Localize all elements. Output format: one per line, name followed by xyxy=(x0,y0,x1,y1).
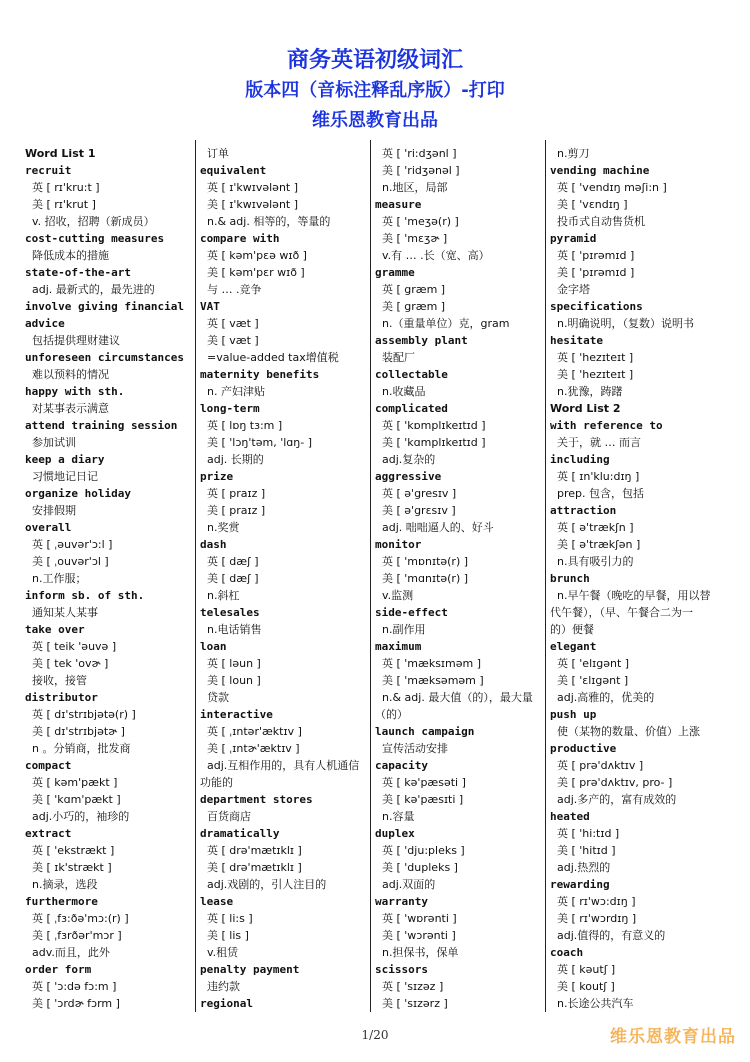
vocab-detail-line: adj.热烈的 xyxy=(557,861,611,874)
vocab-detail-line: n.担保书，保单 xyxy=(382,946,459,959)
vocab-detail-line: 英 [ græm ] xyxy=(382,283,446,296)
vocab-detail-line: 美 [ ˌfɜrðər'mɔr ] xyxy=(32,929,122,942)
word-list-heading: Word List 1 xyxy=(25,147,96,160)
vocab-detail-line: 关于，就 … 而言 xyxy=(557,436,641,449)
vocab-headword: warranty xyxy=(375,895,428,908)
vocab-detail-line: 英 [ kəm'pækt ] xyxy=(32,776,118,789)
vocab-detail-line: n.长途公共汽车 xyxy=(557,997,634,1010)
vocab-detail-line: v.监测 xyxy=(382,589,414,602)
vocab-detail-line: n 。分销商，批发商 xyxy=(32,742,131,755)
vocab-detail-line: 美 [ kə'pæsɪti ] xyxy=(382,793,464,806)
vocab-detail-line: 美 [ praɪz ] xyxy=(207,504,266,517)
vocab-headword: dash xyxy=(200,538,227,551)
vocab-headword: elegant xyxy=(550,640,597,653)
vocab-detail-line: 英 [ ˌɪntər'æktɪv ] xyxy=(207,725,302,738)
page-title: 商务英语初级词汇 xyxy=(286,48,463,73)
vocab-detail-line: 参加试训 xyxy=(32,436,76,449)
vocab-detail-line: 降低成本的措施 xyxy=(32,249,109,262)
page-number: 1/20 xyxy=(361,1028,389,1042)
vocab-detail-line: 安排假期 xyxy=(32,504,76,517)
vocab-detail-line: n.（重量单位）克，gram xyxy=(382,317,510,330)
vocab-detail-line: 英 [ kəm'pɛə wɪð ] xyxy=(207,249,307,262)
vocab-headword: gramme xyxy=(375,266,415,279)
vocab-detail-line: 美 [ koutʃ ] xyxy=(557,980,615,993)
vocab-detail-line: 英 [ dæʃ ] xyxy=(207,555,259,568)
vocab-detail-line: 英 [ dɪ'strɪbjətə(r) ] xyxy=(32,708,136,721)
vocab-detail-line: 美 [ 'ɛlɪgənt ] xyxy=(557,674,629,687)
vocab-detail-line: v.租赁 xyxy=(207,946,239,959)
watermark-text: 维乐恩教育出品 xyxy=(610,1027,736,1047)
vocab-detail-line: 违约款 xyxy=(207,980,240,993)
vocab-headword: compare with xyxy=(200,232,280,245)
vocab-headword: distributor xyxy=(25,691,98,704)
vocab-detail-line: 美 [ ə'grɛsɪv ] xyxy=(382,504,456,517)
vocab-detail-line: 美 [ ˌɪntɚ'æktɪv ] xyxy=(207,742,300,755)
vocab-headword: recruit xyxy=(25,164,72,177)
page-subtitle: 版本四（音标注释乱序版）-打印 xyxy=(245,80,505,101)
vocab-detail-line: 美 [ rɪ'wɔrdɪŋ ] xyxy=(557,912,637,925)
vocab-headword: aggressive xyxy=(375,470,442,483)
vocab-detail-line: 使（某物的数量、价值）上涨 xyxy=(557,725,700,738)
vocab-detail-line: 英 [ rɪ'kru:t ] xyxy=(32,181,100,194)
vocab-detail-line: 英 [ 'meʒə(r) ] xyxy=(382,215,459,228)
vocab-column-3 xyxy=(375,145,543,1012)
vocab-detail-line: 英 [ 'sɪzəz ] xyxy=(382,980,444,993)
vocab-headword: launch campaign xyxy=(375,725,475,738)
vocab-detail-line: 英 [ 'hi:tɪd ] xyxy=(557,827,620,840)
vocab-detail-line: 美 [ 'mɛʒɚ ] xyxy=(382,232,448,245)
vocab-detail-line: 英 [ 'mæksɪməm ] xyxy=(382,657,481,670)
vocab-headword: telesales xyxy=(200,606,260,619)
vocab-headword: extract xyxy=(25,827,72,840)
vocab-headword: maternity benefits xyxy=(200,368,320,381)
vocab-headword: duplex xyxy=(375,827,415,840)
vocab-detail-line: adj. 最新式的，最先进的 xyxy=(32,283,155,296)
vocab-detail-line: 美 [ rɪ'krut ] xyxy=(32,198,96,211)
vocab-detail-line: 习惯地记日记 xyxy=(32,470,98,483)
vocab-detail-line: n.地区，局部 xyxy=(382,181,448,194)
vocab-detail-line: adj. 长期的 xyxy=(207,453,264,466)
vocab-detail-line: prep. 包含，包括 xyxy=(557,487,645,500)
vocab-detail-line: 美 [ kəm'pɛr wɪð ] xyxy=(207,266,305,279)
vocab-headword: assembly plant xyxy=(375,334,468,347)
vocab-detail-line: n.& adj. 相等的，等量的 xyxy=(207,215,331,228)
vocab-headword: cost-cutting measures xyxy=(25,232,165,245)
vocab-detail-line: 英 [ ˌfɜ:ðə'mɔ:(r) ] xyxy=(32,912,129,925)
vocab-detail-line: 接收，接管 xyxy=(32,674,87,687)
vocab-headword: lease xyxy=(200,895,234,908)
vocab-detail-line: n.副作用 xyxy=(382,623,426,636)
vocab-detail-line: 难以预料的情况 xyxy=(32,368,109,381)
vocab-detail-line: 美 [ 'pɪrəmɪd ] xyxy=(557,266,635,279)
vocab-headword: pyramid xyxy=(550,232,597,245)
vocab-detail-line: n.收藏品 xyxy=(382,385,426,398)
vocab-detail-line: 美 [ væt ] xyxy=(207,334,259,347)
vocab-headword: happy with sth. xyxy=(25,385,125,398)
vocab-detail-line: 美 [ loun ] xyxy=(207,674,261,687)
vocab-detail-line: 英 [ li:s ] xyxy=(207,912,253,925)
vocab-headword: push up xyxy=(550,708,597,721)
vocab-headword: prize xyxy=(200,470,234,483)
vocab-headword: furthermore xyxy=(25,895,98,908)
vocab-column-1 xyxy=(25,145,193,1012)
vocab-detail-line: 美 [ græm ] xyxy=(382,300,446,313)
vocab-detail-line: 对某事表示满意 xyxy=(32,402,109,415)
vocab-detail-line: 英 [ ɪn'klu:dɪŋ ] xyxy=(557,470,640,483)
vocab-headword: capacity xyxy=(375,759,428,772)
vocab-detail-line: 美 [ 'hezɪteɪt ] xyxy=(557,368,634,381)
vocab-detail-line: 美 [ lis ] xyxy=(207,929,249,942)
vocab-detail-line: adj.复杂的 xyxy=(382,453,436,466)
vocab-headword: hesitate xyxy=(550,334,603,347)
vocab-detail-line: 贷款 xyxy=(207,691,229,704)
vocab-headword: scissors xyxy=(375,963,428,976)
vocab-headword: keep a diary xyxy=(25,453,105,466)
vocab-headword: inform sb. of sth. xyxy=(25,589,145,602)
vocab-detail-line: 金字塔 xyxy=(557,283,590,296)
vocab-headword: side-effect xyxy=(375,606,448,619)
vocab-detail-line: 美 [ 'sɪzərz ] xyxy=(382,997,448,1010)
vocab-headword: overall xyxy=(25,521,72,534)
vocab-detail-line: n.摘录，选段 xyxy=(32,878,98,891)
vocab-detail-line: 美 [ 'ɔrdɚ fɔrm ] xyxy=(32,997,120,1010)
vocab-detail-line: 通知某人某事 xyxy=(32,606,98,619)
vocab-headword: state-of-the-art xyxy=(25,266,131,279)
vocab-detail-line: 美 [ 'vɛndɪŋ ] xyxy=(557,198,628,211)
vocab-detail-line: 百货商店 xyxy=(207,810,251,823)
vocab-detail-line: 英 [ ə'trækʃn ] xyxy=(557,521,634,534)
vocab-detail-line: 装配厂 xyxy=(382,351,415,364)
vocab-detail-line: n.明确说明，（复数）说明书 xyxy=(557,317,694,330)
vocab-headword: heated xyxy=(550,810,590,823)
vocab-detail-line: 与 … .竞争 xyxy=(207,283,262,296)
vocab-headword: advice xyxy=(25,317,65,330)
vocab-headword: brunch xyxy=(550,572,590,585)
vocab-detail-line: adj.戏剧的，引人注目的 xyxy=(207,878,327,891)
vocab-detail-continuation: （的） xyxy=(375,708,408,721)
vocab-detail-line: 英 [ 'elɪgənt ] xyxy=(557,657,630,670)
vocab-detail-line: n. 产妇津贴 xyxy=(207,385,265,398)
vocab-detail-line: n.斜杠 xyxy=(207,589,240,602)
vocab-headword: equivalent xyxy=(200,164,267,177)
vocab-headword: attraction xyxy=(550,504,617,517)
vocab-detail-line: adj.高雅的，优美的 xyxy=(557,691,655,704)
vocab-detail-line: 英 [ 'kɒmplɪkeɪtɪd ] xyxy=(382,419,486,432)
vocab-detail-line: n.早午餐（晚吃的早餐，用以替 xyxy=(557,589,711,602)
vocab-detail-line: adj. 咄咄逼人的、好斗 xyxy=(382,521,494,534)
vocab-detail-line: 订单 xyxy=(207,147,229,160)
vocab-detail-line: adj.双面的 xyxy=(382,878,436,891)
vocab-detail-line: 英 [ ˌəuvər'ɔ:l ] xyxy=(32,538,113,551)
vocab-detail-line: 英 [ 'vendɪŋ məʃi:n ] xyxy=(557,181,667,194)
vocab-detail-continuation: 功能的 xyxy=(200,776,233,789)
vocab-headword: vending machine xyxy=(550,164,650,177)
vocab-detail-line: v. 招收，招聘（新成员） xyxy=(32,215,155,228)
vocab-headword: department stores xyxy=(200,793,313,806)
vocab-headword: interactive xyxy=(200,708,273,721)
vocab-detail-line: 美 [ 'mɑnɪtə(r) ] xyxy=(382,572,469,585)
vocab-detail-line: adj.互相作用的，具有人机通信 xyxy=(207,759,360,772)
vocab-column-2 xyxy=(200,145,368,1012)
publisher-line: 维乐恩教育出品 xyxy=(312,110,438,131)
vocab-detail-line: 英 [ ɪ'kwɪvələnt ] xyxy=(207,181,299,194)
word-list-heading: Word List 2 xyxy=(550,402,621,415)
vocab-detail-line: v.有 … .长（宽、高） xyxy=(382,249,490,262)
vocab-detail-line: n.犹豫，踌躇 xyxy=(557,385,623,398)
vocab-headword: attend training session xyxy=(25,419,178,432)
vocab-detail-line: 英 [ kəutʃ ] xyxy=(557,963,616,976)
vocab-detail-line: 美 [ ə'trækʃən ] xyxy=(557,538,641,551)
vocab-detail-line: 美 [ 'kɑm'pækt ] xyxy=(32,793,121,806)
vocab-detail-line: 美 [ 'mæksəməm ] xyxy=(382,674,484,687)
vocab-headword: penalty payment xyxy=(200,963,300,976)
vocab-headword: measure xyxy=(375,198,422,211)
vocab-detail-line: n.剪刀 xyxy=(557,147,590,160)
vocab-headword: monitor xyxy=(375,538,422,551)
vocab-headword: loan xyxy=(200,640,227,653)
vocab-headword: regional xyxy=(200,997,253,1010)
column-divider xyxy=(195,140,196,1012)
vocab-detail-line: 英 [ 'ɔ:də fɔ:m ] xyxy=(32,980,117,993)
vocab-detail-line: 英 [ 'ekstrækt ] xyxy=(32,844,115,857)
vocab-detail-line: 英 [ lɒŋ tɜ:m ] xyxy=(207,419,283,432)
vocab-detail-line: 美 [ 'ridʒənəl ] xyxy=(382,164,460,177)
vocab-headword: specifications xyxy=(550,300,643,313)
vocab-headword: unforeseen circumstances xyxy=(25,351,184,364)
vocab-headword: long-term xyxy=(200,402,260,415)
vocab-detail-line: n.具有吸引力的 xyxy=(557,555,634,568)
vocab-detail-line: 英 [ væt ] xyxy=(207,317,259,330)
vocab-detail-line: adj.小巧的，袖珍的 xyxy=(32,810,130,823)
vocab-headword: complicated xyxy=(375,402,448,415)
vocab-detail-line: n.电话销售 xyxy=(207,623,262,636)
vocab-detail-line: 英 [ 'hezɪteɪt ] xyxy=(557,351,634,364)
vocab-detail-continuation: 代午餐），（早、午餐合二为一 xyxy=(550,606,693,619)
vocab-detail-line: 包括提供理财建议 xyxy=(32,334,120,347)
vocab-detail-line: 英 [ praɪz ] xyxy=(207,487,266,500)
vocab-detail-line: 宣传活动安排 xyxy=(382,742,448,755)
vocab-headword: VAT xyxy=(200,300,220,313)
vocab-detail-line: n.工作服； xyxy=(32,572,87,585)
vocab-headword: compact xyxy=(25,759,72,772)
vocab-detail-line: 美 [ prə'dʌktɪv, pro- ] xyxy=(557,776,673,789)
vocab-headword: maximum xyxy=(375,640,422,653)
vocab-column-4 xyxy=(550,145,718,1012)
vocab-detail-line: 美 [ 'wɔrənti ] xyxy=(382,929,456,942)
vocab-detail-line: 美 [ dɪ'strɪbjətɚ ] xyxy=(32,725,125,738)
vocab-detail-line: adj.多产的，富有成效的 xyxy=(557,793,677,806)
vocab-detail-line: 英 [ teik 'əuvə ] xyxy=(32,640,117,653)
vocab-detail-line: 美 [ 'dupleks ] xyxy=(382,861,458,874)
vocab-detail-line: 英 [ drə'mætɪklɪ ] xyxy=(207,844,302,857)
column-divider xyxy=(545,140,546,1012)
vocab-detail-line: =value-added tax增值税 xyxy=(207,351,339,364)
vocab-detail-line: 投币式自动售货机 xyxy=(557,215,645,228)
vocab-detail-continuation: 的）便餐 xyxy=(550,623,594,636)
vocab-detail-line: adj.值得的，有意义的 xyxy=(557,929,666,942)
vocab-detail-line: 英 [ 'wɒrənti ] xyxy=(382,912,457,925)
vocab-headword: order form xyxy=(25,963,92,976)
vocab-detail-line: 美 [ ˌouvər'ɔl ] xyxy=(32,555,109,568)
vocab-headword: collectable xyxy=(375,368,448,381)
vocab-detail-line: 美 [ ɪ'kwɪvələnt ] xyxy=(207,198,299,211)
column-divider xyxy=(370,140,371,1012)
vocab-headword: coach xyxy=(550,946,584,959)
vocab-detail-line: n.& adj. 最大值（的），最大量 xyxy=(382,691,533,704)
vocab-headword: productive xyxy=(550,742,617,755)
vocab-headword: with reference to xyxy=(550,419,663,432)
vocab-detail-line: n.容量 xyxy=(382,810,415,823)
vocab-detail-line: 美 [ drə'mætɪklɪ ] xyxy=(207,861,302,874)
vocab-detail-line: adv.而且，此外 xyxy=(32,946,110,959)
vocab-detail-line: 美 [ ɪk'strækt ] xyxy=(32,861,112,874)
vocab-detail-line: 美 [ 'lɔŋ'təm, 'lɑŋ- ] xyxy=(207,436,312,449)
vocab-detail-line: 英 [ 'pɪrəmɪd ] xyxy=(557,249,635,262)
vocab-detail-line: 英 [ prə'dʌktɪv ] xyxy=(557,759,644,772)
vocab-detail-line: 英 [ kə'pæsəti ] xyxy=(382,776,466,789)
vocab-headword: including xyxy=(550,453,610,466)
vocab-detail-line: 英 [ ləun ] xyxy=(207,657,261,670)
vocab-detail-line: 英 [ 'mɒnɪtə(r) ] xyxy=(382,555,469,568)
vocab-detail-line: 英 [ 'ri:dʒənl ] xyxy=(382,147,457,160)
vocab-detail-line: 英 [ ə'gresɪv ] xyxy=(382,487,457,500)
vocab-detail-line: n.奖赏 xyxy=(207,521,240,534)
vocab-headword: involve giving financial xyxy=(25,300,184,313)
vocab-headword: take over xyxy=(25,623,85,636)
vocab-headword: organize holiday xyxy=(25,487,131,500)
vocab-detail-line: 美 [ 'hitɪd ] xyxy=(557,844,616,857)
vocab-detail-line: 美 [ dæʃ ] xyxy=(207,572,259,585)
vocab-detail-line: 美 [ tek 'ovɚ ] xyxy=(32,657,109,670)
vocab-headword: rewarding xyxy=(550,878,610,891)
vocab-detail-line: 英 [ 'dju:pleks ] xyxy=(382,844,465,857)
vocab-detail-line: 英 [ rɪ'wɔ:dɪŋ ] xyxy=(557,895,636,908)
vocab-detail-line: 美 [ 'kɑmplɪkeɪtɪd ] xyxy=(382,436,486,449)
vocab-headword: dramatically xyxy=(200,827,280,840)
